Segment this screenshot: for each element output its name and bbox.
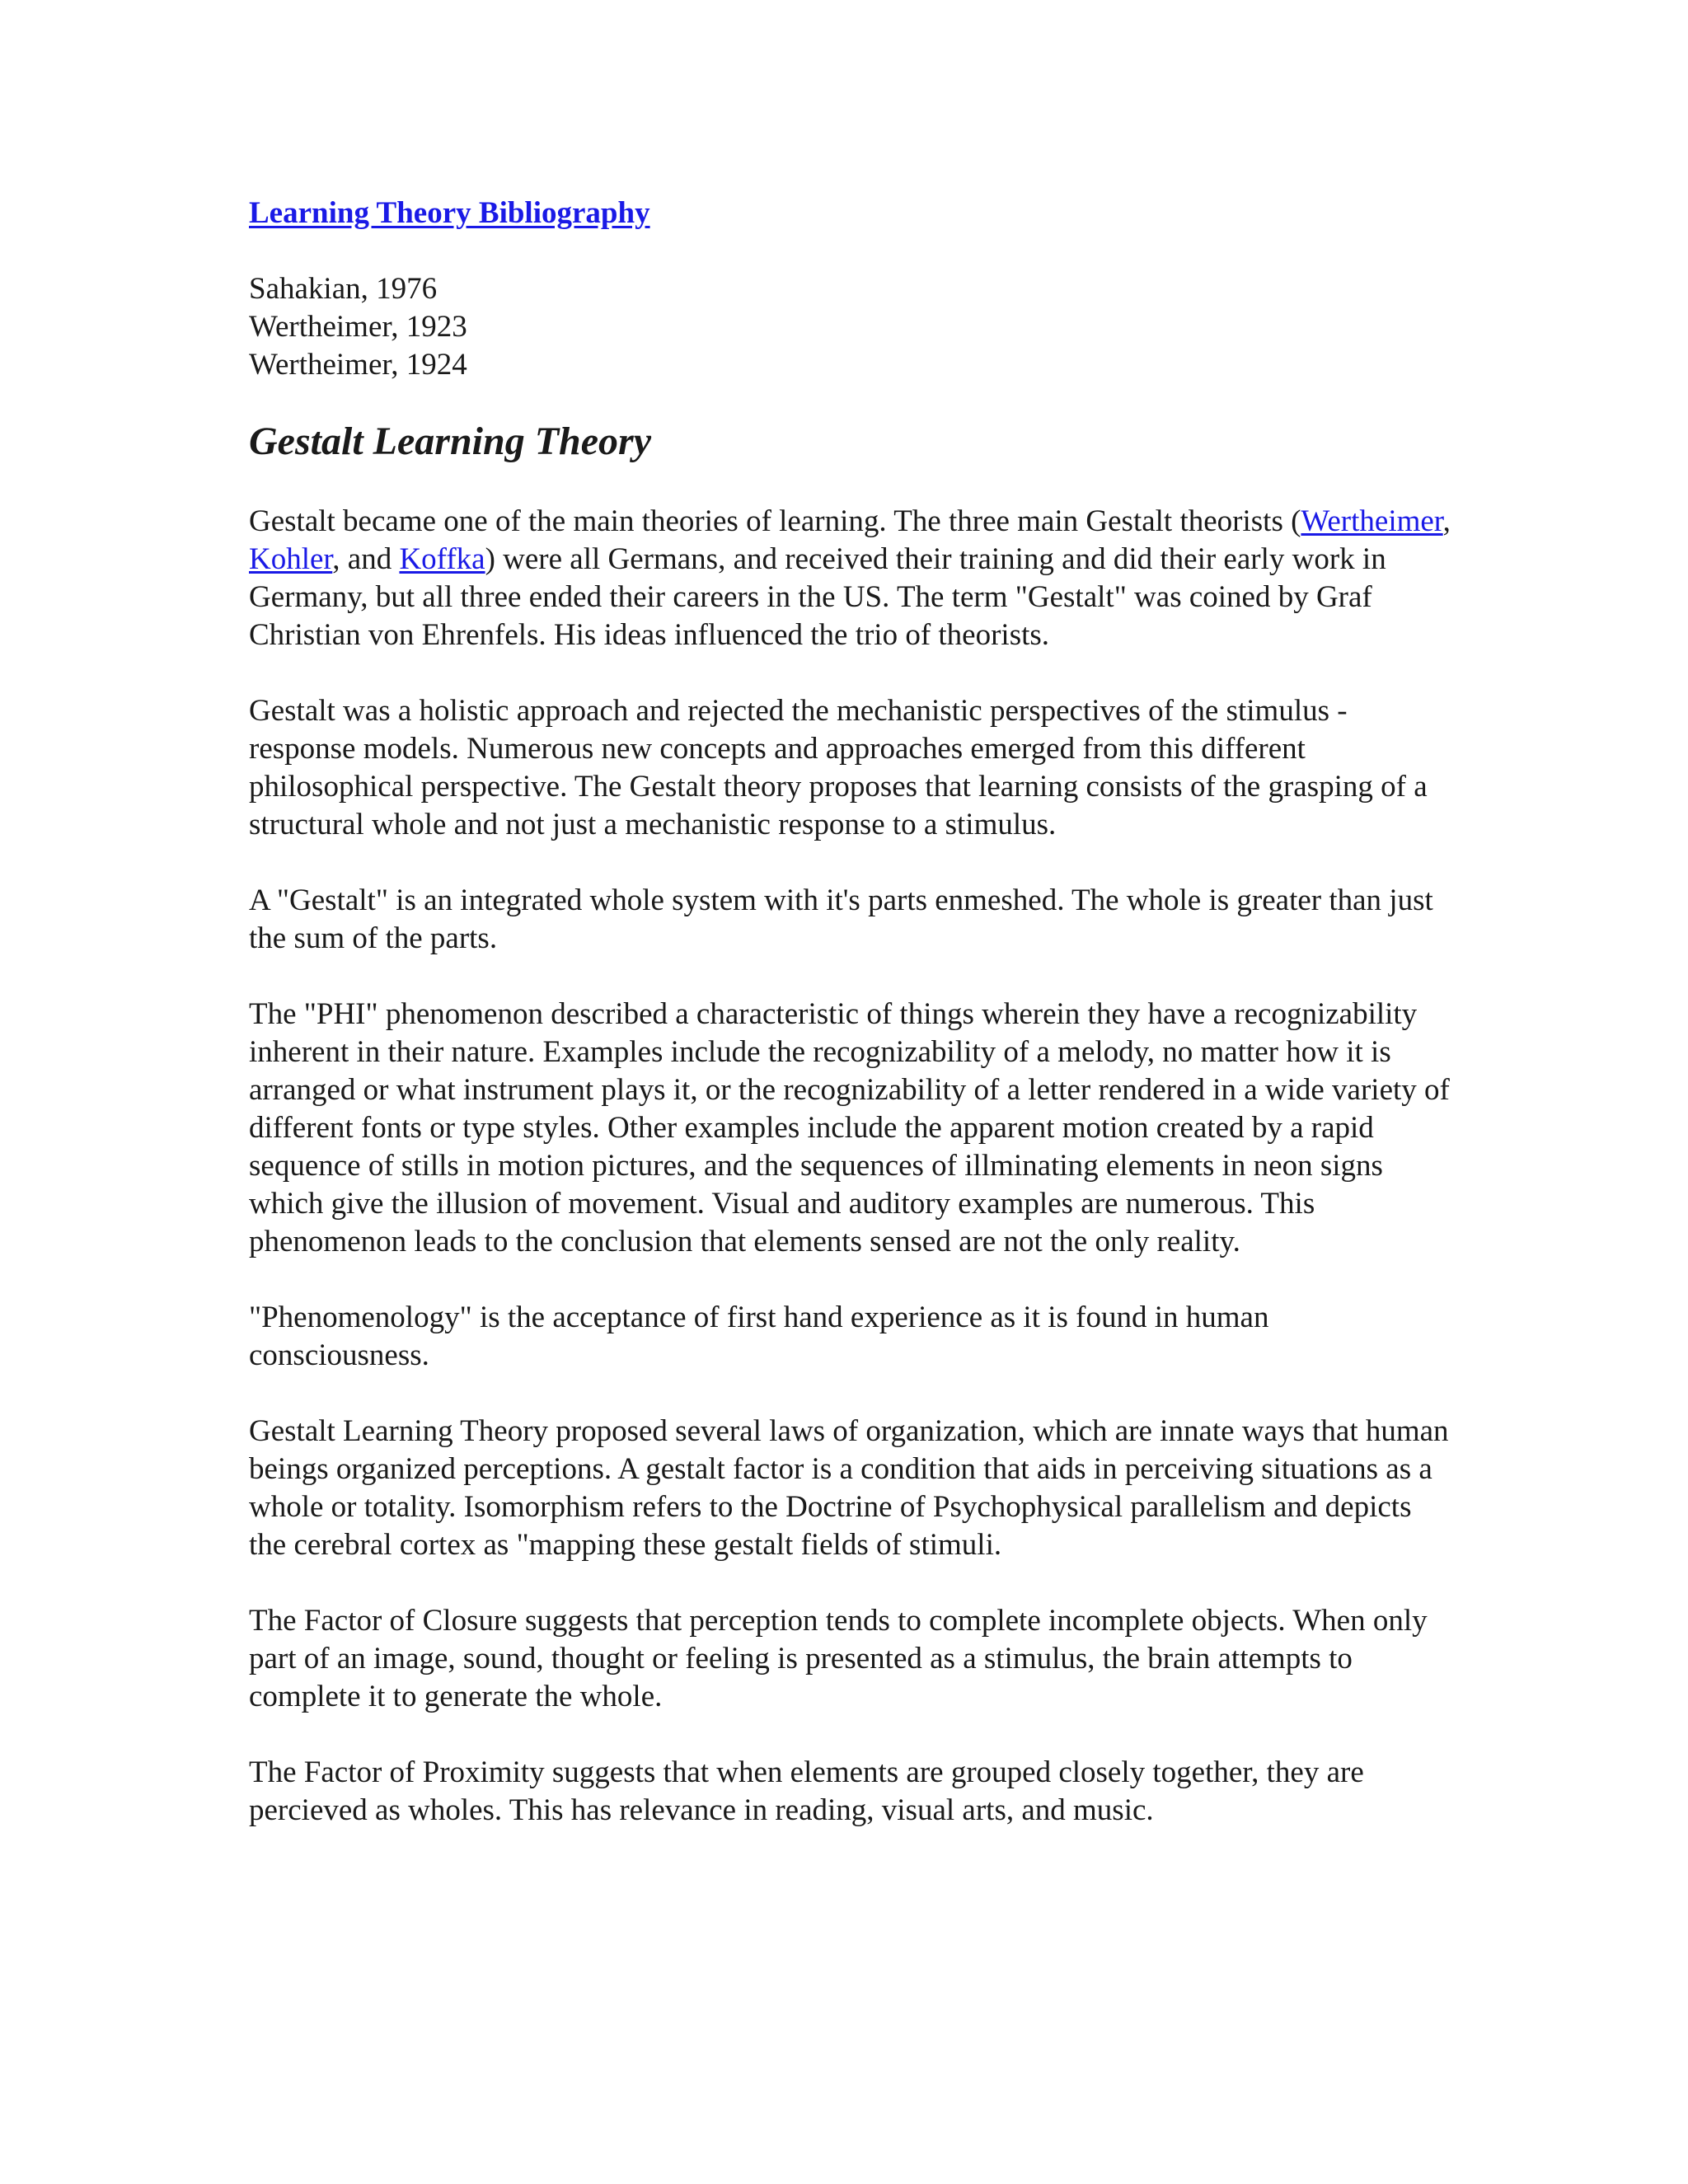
reference-list	[249, 270, 1452, 384]
intro-text-after: ) were all Germans, and received their training and did their early work in Germany, but all three ended their careers in the US. The term "Gestalt" was coined by Graf Christian von Ehrenfels. His ideas influenced the trio of theorists.	[249, 542, 1386, 652]
reference-item: Wertheimer, 1923	[249, 310, 467, 344]
paragraph-gestalt-definition: A "Gestalt" is an integrated whole system with it's parts enmeshed. The whole is greater than just the sum of the parts.	[249, 883, 1433, 955]
reference-item: Wertheimer, 1924	[249, 348, 467, 382]
paragraph-laws-of-organization: Gestalt Learning Theory proposed several laws of organization, which are innate ways that human beings organized perceptions. A gestalt factor is a condition that aids in perceiving situations as a whole or totality. Isomorphism refers to the Doctrine of Psychophysical parallelism and depicts the cerebral cortex as "mapping these gestalt fields of stimuli.	[249, 1414, 1449, 1562]
paragraph-factor-of-proximity: The Factor of Proximity suggests that when elements are grouped closely together, they are percieved as wholes. This has relevance in reading, visual arts, and music.	[249, 1755, 1364, 1827]
intro-separator: ,	[1442, 504, 1451, 538]
wertheimer-link[interactable]: Wertheimer	[1301, 504, 1443, 538]
paragraph-phi-phenomenon: The "PHI" phenomenon described a characteristic of things wherein they have a recognizability inherent in their nature. Examples include the recognizability of a melody, no matter how it is arranged or what instrument plays it, or the recognizability of a letter rendered in a wide variety of different fonts or type styles. Other examples include the apparent motion created by a rapid sequence of stills in motion pictures, and the sequences of illminating elements in neon signs which give the illusion of movement. Visual and auditory examples are numerous. This phenomenon leads to the conclusion that elements sensed are not the only reality.	[249, 997, 1450, 1258]
intro-paragraph	[249, 503, 1452, 654]
reference-item: Sahakian, 1976	[249, 272, 438, 306]
bibliography-link[interactable]: Learning Theory Bibliography	[249, 196, 650, 230]
intro-text-before: Gestalt became one of the main theories of learning. The three main Gestalt theorists (	[249, 504, 1301, 538]
paragraph-holistic: Gestalt was a holistic approach and rejected the mechanistic perspectives of the stimulus - response models. Numerous new concepts and approaches emerged from this different philosophical perspective. The Gestalt theory proposes that learning consists of the grasping of a structural whole and not just a mechanistic response to a stimulus.	[249, 694, 1428, 841]
intro-separator: , and	[332, 542, 400, 576]
document-page	[249, 194, 1452, 1830]
page-title: Gestalt Learning Theory	[249, 419, 651, 463]
kohler-link[interactable]: Kohler	[249, 542, 333, 576]
koffka-link[interactable]: Koffka	[399, 542, 485, 576]
paragraph-phenomenology: "Phenomenology" is the acceptance of first hand experience as it is found in human consciousness.	[249, 1301, 1269, 1372]
paragraph-factor-of-closure: The Factor of Closure suggests that perception tends to complete incomplete objects. When only part of an image, sound, thought or feeling is presented as a stimulus, the brain attempts to complete it to generate the whole.	[249, 1604, 1428, 1713]
